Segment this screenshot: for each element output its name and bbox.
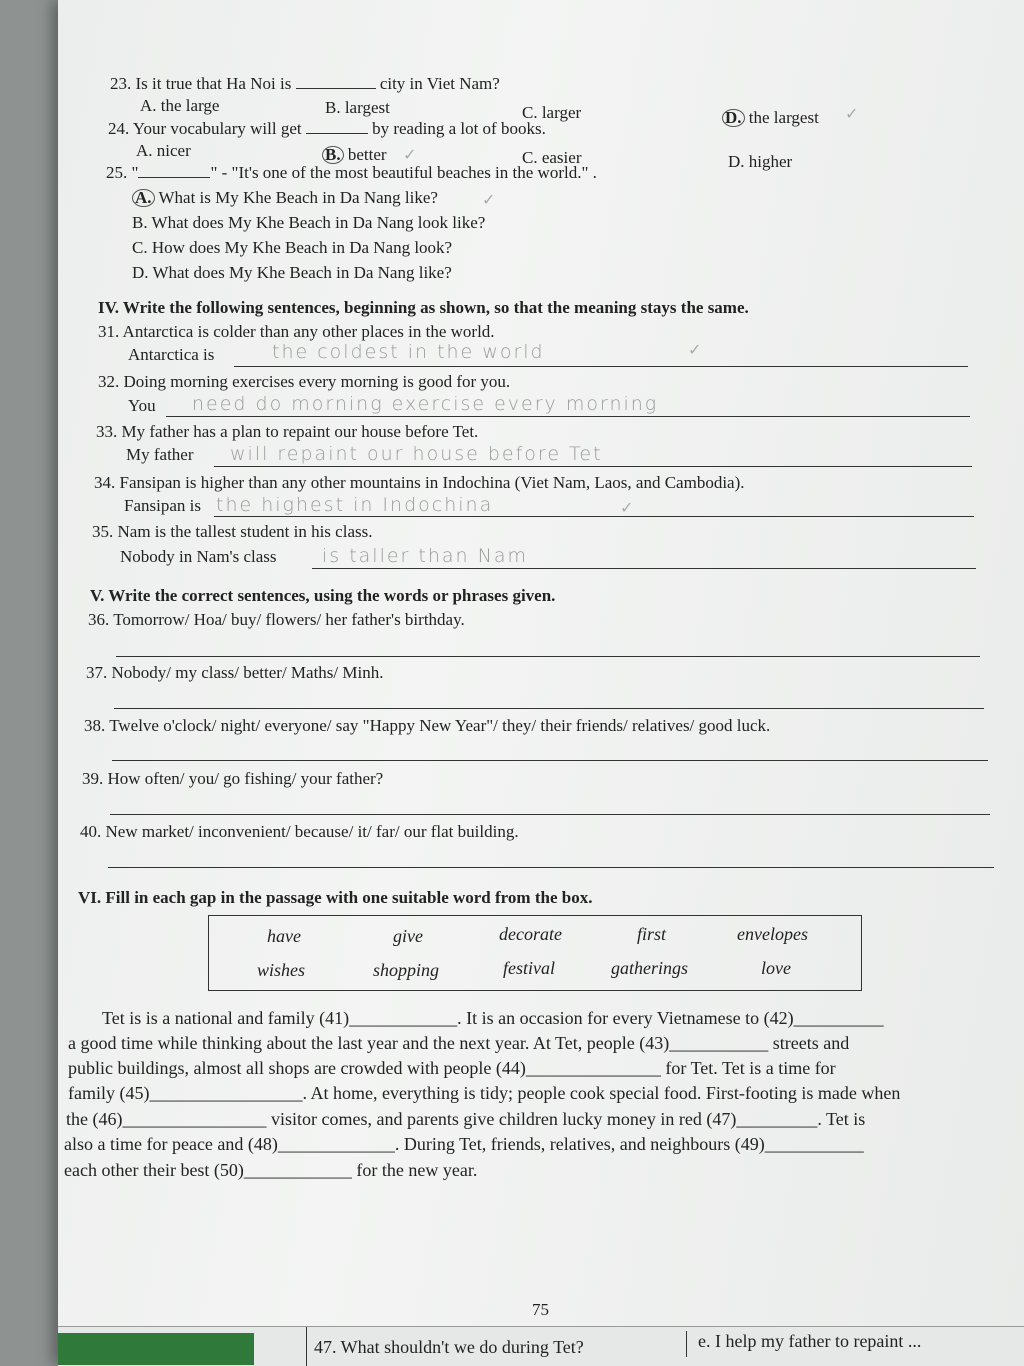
q23-option-a: A. the large	[140, 96, 220, 115]
answer-line[interactable]	[110, 814, 990, 815]
q36-prompt: 36. Tomorrow/ Hoa/ buy/ flowers/ her father's birthday.	[88, 610, 465, 629]
q25-stem: 25. " " - "It's one of the most beautiful beaches in the world." .	[106, 163, 597, 182]
q32-sentence: 32. Doing morning exercises every morning is good for you.	[98, 372, 511, 391]
passage-line: public buildings, almost all shops are crowded with people (44)_______________ for Tet. Tet is a time for	[68, 1058, 836, 1078]
q35-sentence: 35. Nam is the tallest student in his class.	[92, 522, 373, 541]
q24-option-b: B. better	[322, 145, 387, 165]
answer-line[interactable]	[166, 416, 970, 417]
q24-option-c: C. easier	[522, 148, 582, 167]
divider	[306, 1327, 307, 1366]
footer-question: 47. What shouldn't we do during Tet?	[314, 1337, 584, 1357]
q24-option-a: A. nicer	[136, 141, 191, 160]
checkmark-icon: ✓	[688, 340, 702, 359]
q23-stem: 23. Is it true that Ha Noi is city in Viet Nam?	[110, 74, 500, 93]
checkmark-icon: ✓	[620, 498, 634, 517]
passage-line: also a time for peace and (48)_____________. During Tet, friends, relatives, and neighbours (49)___________	[64, 1134, 864, 1154]
q23-option-c: C. larger	[522, 103, 582, 122]
q34-start: Fansipan is	[124, 496, 201, 515]
passage-line: the (46)________________ visitor comes, and parents give children lucky money in red (47)_________. Tet is	[66, 1109, 866, 1129]
checkmark-icon: ✓	[845, 104, 859, 123]
section-6-title: VI. Fill in each gap in the passage with one suitable word from the box.	[78, 888, 593, 907]
word-box-item: first	[637, 924, 667, 944]
q24-option-d: D. higher	[728, 152, 793, 171]
handwritten-answer: will repaint our house before Tet	[230, 443, 603, 465]
passage-line: family (45)_________________. At home, everything is tidy; people cook special food. First-footing is made when	[68, 1083, 901, 1103]
answer-line[interactable]	[114, 708, 984, 709]
q33-sentence: 33. My father has a plan to repaint our house before Tet.	[96, 422, 479, 441]
q23-option-b: B. largest	[325, 98, 390, 117]
word-box-item: have	[267, 926, 301, 946]
answer-line[interactable]	[234, 366, 968, 367]
word-box-item: festival	[503, 958, 555, 978]
answer-line[interactable]	[116, 656, 980, 657]
section-4-title: IV. Write the following sentences, beginning as shown, so that the meaning stays the same.	[98, 298, 749, 317]
handwritten-answer: is taller than Nam	[322, 545, 528, 567]
q33-start: My father	[126, 445, 194, 464]
q25-option-a: A. What is My Khe Beach in Da Nang like?	[132, 188, 438, 208]
footer-answer: e. I help my father to repaint ...	[698, 1331, 922, 1351]
passage-line: Tet is is a national and family (41)____________. It is an occasion for every Vietnamese to (42)__________	[102, 1008, 884, 1028]
q34-sentence: 34. Fansipan is higher than any other mountains in Indochina (Viet Nam, Laos, and Cambodia).	[94, 473, 745, 492]
handwritten-answer: the coldest in the world	[272, 341, 545, 363]
q31-start: Antarctica is	[128, 345, 215, 364]
q25-option-b: B. What does My Khe Beach in Da Nang look like?	[132, 213, 486, 232]
answer-line[interactable]	[214, 516, 974, 517]
word-box-item: give	[393, 926, 423, 946]
handwritten-answer: the highest in Indochina	[216, 494, 494, 516]
q39-prompt: 39. How often/ you/ go fishing/ your father?	[82, 769, 384, 788]
divider	[686, 1331, 687, 1357]
answer-line[interactable]	[214, 466, 972, 467]
answer-line[interactable]	[312, 568, 976, 569]
q38-prompt: 38. Twelve o'clock/ night/ everyone/ say "Happy New Year"/ they/ their friends/ relatives/ good luck.	[84, 716, 771, 735]
handwritten-answer: need do morning exercise every morning	[192, 393, 659, 415]
q24-stem: 24. Your vocabulary will get by reading a lot of books.	[108, 119, 546, 138]
word-box-item: love	[761, 958, 791, 978]
checkmark-icon: ✓	[482, 190, 496, 209]
answer-line[interactable]	[108, 867, 994, 868]
passage-line: a good time while thinking about the last year and the next year. At Tet, people (43)___________ streets and	[68, 1033, 850, 1053]
q23-option-d: D. the largest	[722, 108, 819, 128]
word-box-item: shopping	[373, 960, 440, 980]
word-box	[208, 915, 862, 991]
q35-start: Nobody in Nam's class	[120, 547, 277, 566]
word-box-item: decorate	[499, 924, 562, 944]
q25-option-d: D. What does My Khe Beach in Da Nang like?	[132, 263, 452, 282]
word-box-item: envelopes	[737, 924, 808, 944]
q37-prompt: 37. Nobody/ my class/ better/ Maths/ Minh.	[86, 663, 384, 682]
word-box-item: gatherings	[611, 958, 689, 978]
checkmark-icon: ✓	[403, 145, 417, 164]
q31-sentence: 31. Antarctica is colder than any other places in the world.	[98, 322, 495, 341]
q32-start: You	[128, 396, 156, 415]
green-cover-strip	[58, 1333, 254, 1365]
q25-option-c: C. How does My Khe Beach in Da Nang look?	[132, 238, 453, 257]
page-number: 75	[532, 1300, 549, 1319]
answer-line[interactable]	[112, 760, 988, 761]
word-box-item: wishes	[257, 960, 306, 980]
section-5-title: V. Write the correct sentences, using the words or phrases given.	[90, 586, 556, 605]
passage-line: each other their best (50)____________ for the new year.	[64, 1160, 478, 1180]
q40-prompt: 40. New market/ inconvenient/ because/ it/ far/ our flat building.	[80, 822, 519, 841]
